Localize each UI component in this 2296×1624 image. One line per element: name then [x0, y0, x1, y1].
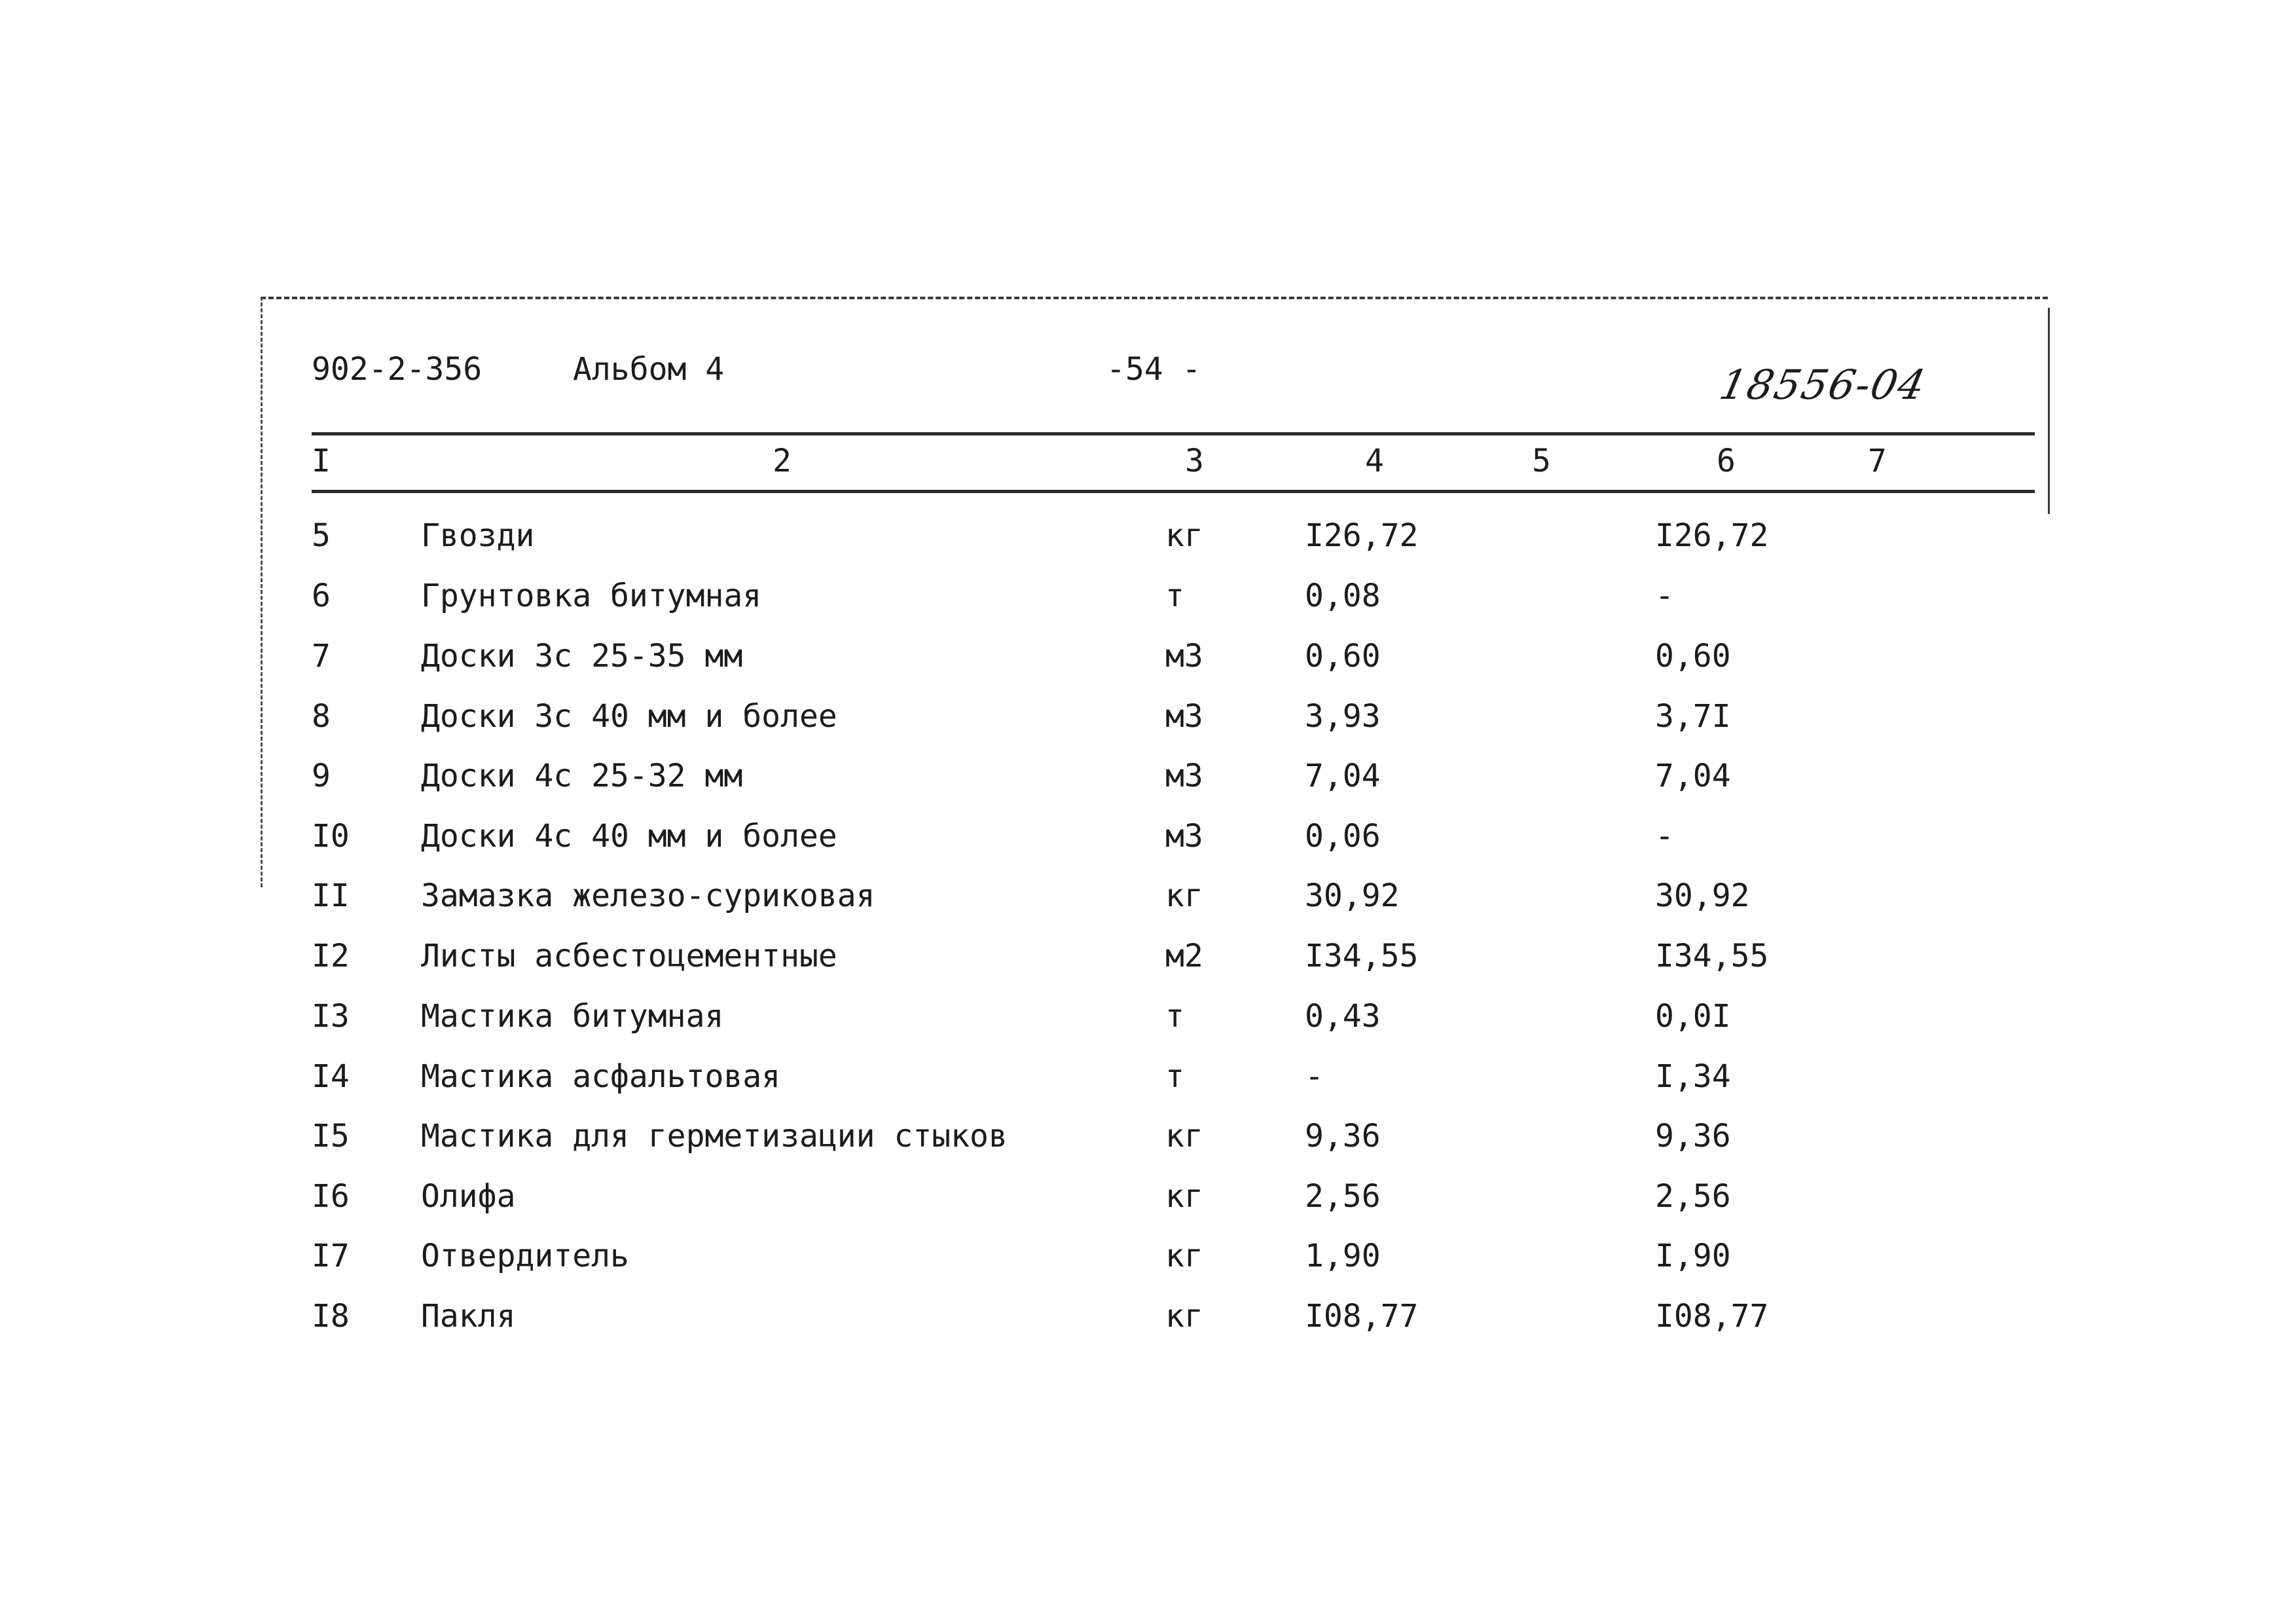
material-name: Отвердитель [421, 1238, 629, 1274]
row-number: I4 [312, 1058, 350, 1095]
row-number: I3 [312, 998, 350, 1035]
material-name: Листы асбестоцементные [421, 938, 837, 974]
column-number-1: I [312, 443, 331, 479]
value-col4: 30,92 [1305, 877, 1400, 914]
table-row [0, 875, 2296, 935]
table-row [0, 755, 2296, 815]
unit: кг [1165, 517, 1203, 554]
unit: м3 [1165, 698, 1203, 735]
row-number: 5 [312, 517, 331, 554]
value-col6: - [1655, 578, 1674, 614]
row-number: I2 [312, 938, 350, 974]
value-col6: 9,36 [1655, 1118, 1731, 1154]
material-name: Доски 4с 25-32 мм [421, 758, 743, 794]
unit: кг [1165, 877, 1203, 914]
column-number-3: 3 [1185, 443, 1204, 479]
value-col6: I,34 [1655, 1058, 1731, 1095]
row-number: 9 [312, 758, 331, 794]
document-code: 902-2-356 [312, 351, 483, 388]
value-col4: 2,56 [1305, 1178, 1381, 1215]
inventory-stamp: 18556-04 [1715, 361, 1931, 409]
material-name: Замазка железо-суриковая [421, 877, 875, 914]
table-row [0, 575, 2296, 635]
value-col4: 0,08 [1305, 578, 1381, 614]
row-number: I5 [312, 1118, 350, 1154]
value-col4: 9,36 [1305, 1118, 1381, 1154]
value-col6: 3,7I [1655, 698, 1731, 735]
column-number-6: 6 [1717, 443, 1736, 479]
row-number: 7 [312, 638, 331, 674]
table-row [0, 935, 2296, 995]
table-row [0, 815, 2296, 876]
table-row [0, 1175, 2296, 1236]
value-col6: I26,72 [1655, 517, 1769, 554]
unit: кг [1165, 1298, 1203, 1335]
value-col4: 3,93 [1305, 698, 1381, 735]
row-number: II [312, 877, 350, 914]
value-col4: 0,60 [1305, 638, 1381, 674]
unit: м3 [1165, 818, 1203, 855]
column-number-5: 5 [1532, 443, 1551, 479]
value-col4: 7,04 [1305, 758, 1381, 794]
material-name: Гвозди [421, 517, 535, 554]
row-number: I8 [312, 1298, 350, 1335]
row-number: 6 [312, 578, 331, 614]
row-number: 8 [312, 698, 331, 735]
value-col4: I34,55 [1305, 938, 1419, 974]
table-row [0, 1115, 2296, 1175]
table-row [0, 1235, 2296, 1295]
value-col6: 2,56 [1655, 1178, 1731, 1215]
unit: м2 [1165, 938, 1203, 974]
value-col6: I34,55 [1655, 938, 1769, 974]
unit: т [1165, 578, 1184, 614]
value-col4: I08,77 [1305, 1298, 1419, 1335]
unit: кг [1165, 1238, 1203, 1274]
table-row [0, 635, 2296, 695]
material-name: Доски 3с 25-35 мм [421, 638, 743, 674]
header-rule-top [312, 432, 2035, 435]
table-row [0, 1056, 2296, 1116]
unit: кг [1165, 1178, 1203, 1215]
value-col6: 0,60 [1655, 638, 1731, 674]
value-col4: 1,90 [1305, 1238, 1381, 1274]
value-col6: 7,04 [1655, 758, 1731, 794]
column-number-2: 2 [773, 443, 792, 479]
value-col4: 0,06 [1305, 818, 1381, 855]
table-row [0, 695, 2296, 756]
material-name: Мастика асфальтовая [421, 1058, 781, 1095]
value-col4: 0,43 [1305, 998, 1381, 1035]
row-number: I0 [312, 818, 350, 855]
column-number-4: 4 [1365, 443, 1384, 479]
table-row [0, 515, 2296, 575]
unit: м3 [1165, 638, 1203, 674]
material-name: Мастика битумная [421, 998, 724, 1035]
unit: т [1165, 1058, 1184, 1095]
page-number: -54 - [1106, 351, 1201, 388]
material-name: Грунтовка битумная [421, 578, 762, 614]
header-rule-bottom [312, 490, 2035, 493]
material-name: Доски 3с 40 мм и более [421, 698, 837, 735]
value-col6: I,90 [1655, 1238, 1731, 1274]
value-col4: I26,72 [1305, 517, 1419, 554]
table-row [0, 995, 2296, 1056]
album-label: Альбом 4 [573, 351, 725, 388]
value-col6: 30,92 [1655, 877, 1750, 914]
row-number: I6 [312, 1178, 350, 1215]
value-col4: - [1305, 1058, 1324, 1095]
material-name: Доски 4с 40 мм и более [421, 818, 837, 855]
row-number: I7 [312, 1238, 350, 1274]
material-name: Пакля [421, 1298, 516, 1335]
frame-top-border [261, 297, 2048, 299]
value-col6: - [1655, 818, 1674, 855]
column-number-7: 7 [1868, 443, 1887, 479]
unit: т [1165, 998, 1184, 1035]
frame-right-border [2048, 308, 2050, 514]
unit: кг [1165, 1118, 1203, 1154]
material-name: Мастика для герметизации стыков [421, 1118, 1008, 1154]
unit: м3 [1165, 758, 1203, 794]
table-row [0, 1295, 2296, 1356]
material-name: Олифа [421, 1178, 516, 1215]
value-col6: 0,0I [1655, 998, 1731, 1035]
value-col6: I08,77 [1655, 1298, 1769, 1335]
